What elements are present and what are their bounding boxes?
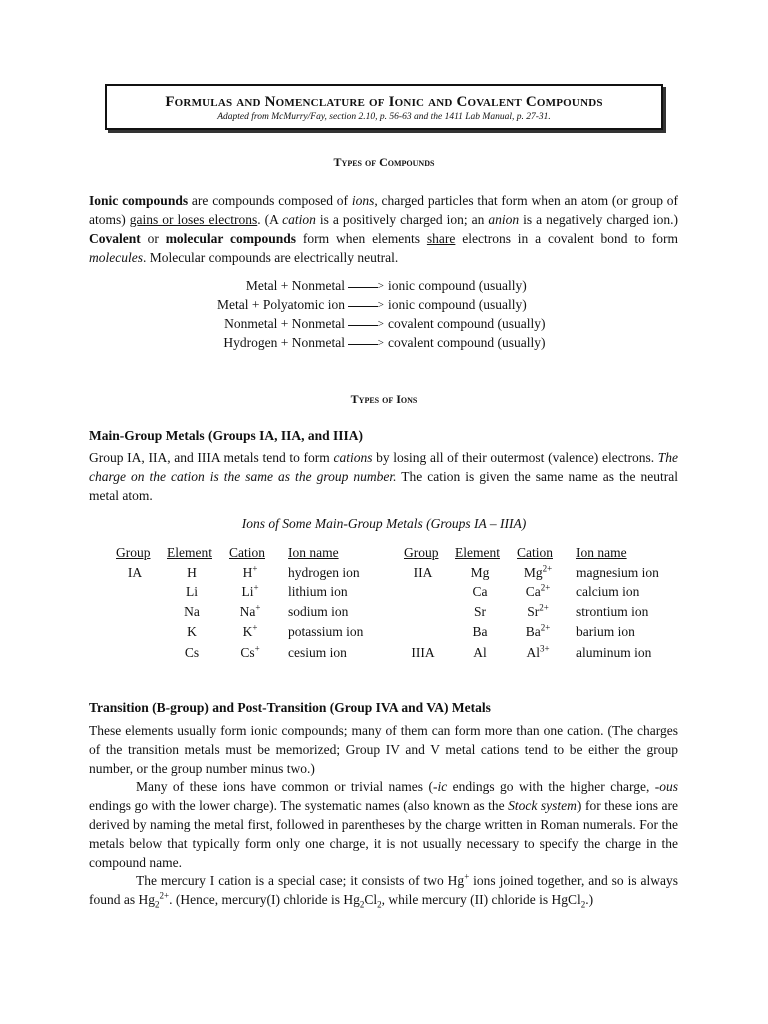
heading-types-of-compounds: Types of Compounds [333,155,435,169]
column-header-element: Element [167,545,212,560]
cation-symbol: Ca [525,584,541,599]
cation-charge: 2+ [540,622,551,633]
charge: 2+ [159,890,170,901]
cation-charge: 2+ [542,563,553,574]
subscript: 2 [155,899,160,910]
reaction-row: Nonmetal + Nonmetal > covalent compound (usually) [224,316,546,331]
cell-group: IIIA [411,645,435,660]
document-subtitle: Adapted from McMurry/Fay, section 2.10, p. 56-63 and the 1411 Lab Manual, p. 27-31. [217,112,551,122]
term-molecules: molecules [89,250,143,265]
cation-symbol: H [242,565,253,580]
term-cations: cations [333,450,373,465]
cation-charge: + [252,622,258,633]
cation-charge: 3+ [539,643,550,654]
cation-charge: + [254,643,260,654]
cell-cation [526,584,551,600]
reaction-left: Metal + Nonmetal [245,278,345,293]
column-header-cation: Cation [229,545,265,560]
subscript: 2 [377,899,382,910]
title-box [105,84,663,130]
text: The cation is given the same name as the neutral metal atom. [89,469,678,503]
cell-ion-name: barium ion [576,624,635,639]
text: by losing all of their outermost (valence) electrons. [372,450,658,465]
reaction-left: Hydrogen + Nonmetal [223,335,345,350]
cation-symbol: Cs [240,645,255,660]
table-caption: Ions of Some Main-Group Metals (Groups IA – IIIA) [241,516,527,531]
cell-element: Al [473,645,487,660]
reaction-right: ionic compound (usually) [388,278,527,293]
cell-cation [241,584,258,600]
cation-symbol: Al [526,645,540,660]
term-ions: ions [351,193,375,208]
cell-element: Ba [472,624,488,639]
text: . (Hence, mercury(I) chloride is Hg [169,892,360,907]
cell-element: H [187,565,197,580]
cell-cation [524,565,552,581]
term-stock-system: Stock system [508,798,577,813]
cell-cation [240,645,259,661]
term-covalent: Covalent [89,231,141,246]
term-molecular-compounds: molecular compounds [165,231,297,246]
document-title: Formulas and Nomenclature of Ionic and Covalent Compounds [165,94,603,110]
term-anion: anion [488,212,520,227]
column-header-group: Group [116,545,151,560]
term-ic: -ic [432,779,448,794]
cell-element: Mg [470,565,490,580]
cation-charge: 2+ [539,602,549,613]
cell-group: IIA [413,565,433,580]
reaction-right: covalent compound (usually) [388,316,546,331]
paragraph-ionic-covalent [89,191,678,267]
column-header-cation: Cation [517,545,553,560]
cell-cation [526,624,551,640]
text: The mercury I cation is a special case; it consists of two Hg [136,873,465,888]
cell-element: Na [184,604,200,619]
charge: + [464,871,470,882]
text: endings go with the lower charge). The systematic names (also known as the [89,798,509,813]
text: is a negatively charged ion.) [519,212,679,227]
reaction-right: covalent compound (usually) [388,335,546,350]
term-charge-rule: The charge on the cation is the same as the group number. [89,450,678,484]
cation-charge: + [253,582,259,593]
reaction-left: Nonmetal + Nonmetal [224,316,345,331]
reaction-row: Metal + Polyatomic ion > ionic compound (usually) [217,297,527,312]
cation-symbol: Sr [527,604,540,619]
text: Many of these ions have common or trivial names ( [136,779,433,794]
cell-cation [526,645,549,661]
text: . (A [257,212,283,227]
column-header-ion-name: Ion name [576,545,627,560]
text: ) for these ions are derived by naming the metal first, followed in parentheses by the charge written in Roman numerals. For the metals below that typically form only one charge, it is not usually necessary to specify the charge in the compound name. [89,798,678,870]
cell-element: Sr [473,604,487,619]
subscript: 2 [359,899,365,910]
subscript: 2 [580,899,586,910]
cell-element: K [187,624,197,639]
text: Group IA, IIA, and IIIA metals tend to form [89,450,334,465]
heading-types-of-ions: Types of Ions [350,392,418,406]
text: , while mercury (II) chloride is HgCl [381,892,581,907]
text: Cl [364,892,378,907]
text: .) [585,892,594,907]
cation-symbol: Mg [523,565,543,580]
cell-ion-name: magnesium ion [576,565,659,580]
cell-cation [240,604,261,620]
cell-ion-name: aluminum ion [576,645,652,660]
paragraph-transition-1: These elements usually form ionic compounds; many of them can form more than one cation. (The charges of the transition metals must be memorized; Group IV and V metal cations tend to be either the group number, or the group number minus two.) [89,723,678,776]
text: ions joined together, and so is always found as Hg [89,873,678,907]
cell-cation [243,624,258,640]
cation-symbol: Ba [525,624,541,639]
heading-main-group-metals: Main-Group Metals (Groups IA, IIA, and IIIA) [89,428,364,443]
term-cation: cation [282,212,316,227]
cell-ion-name: hydrogen ion [288,565,360,580]
cation-symbol: Na [239,604,256,619]
text: , charged particles that form when an atom (or group of atoms) [89,193,678,227]
cell-ion-name: strontium ion [576,604,649,619]
text: form when elements [296,231,427,246]
cation-symbol: K [242,624,253,639]
cation-charge: + [255,602,261,613]
cell-ion-name: lithium ion [288,584,348,599]
column-header-element: Element [455,545,500,560]
cell-element: Ca [472,584,488,599]
cation-charge: + [252,563,258,574]
text: endings go with the higher charge, [447,779,655,794]
term-share: share [426,231,456,246]
reaction-row: Hydrogen + Nonmetal > covalent compound (usually) [223,335,546,350]
paragraph-main-group [89,448,678,505]
heading-transition-metals: Transition (B-group) and Post-Transition (Group IVA and VA) Metals [89,700,491,715]
cation-charge: 2+ [540,582,551,593]
cell-ion-name: sodium ion [288,604,349,619]
text: is a positively charged ion; an [315,212,489,227]
reaction-right: ionic compound (usually) [388,297,527,312]
text: or [140,231,166,246]
cell-cation [527,604,549,620]
term-ous: -ous [654,779,678,794]
cation-symbol: Li [241,584,254,599]
cell-group: IA [127,565,143,580]
paragraph-transition-2 [89,777,678,872]
text: are compounds composed of [188,193,352,208]
text: electrons in a covalent bond to form [455,231,678,246]
column-header-ion-name: Ion name [288,545,339,560]
cell-element: Cs [184,645,200,660]
paragraph-mercury [89,871,678,909]
cell-ion-name: cesium ion [288,645,347,660]
term-gains-loses: gains or loses electrons [129,212,258,227]
reaction-left: Metal + Polyatomic ion [217,297,345,312]
term-ionic-compounds: Ionic compounds [89,193,189,208]
column-header-group: Group [404,545,439,560]
text: . Molecular compounds are electrically neutral. [142,250,399,265]
cell-ion-name: calcium ion [576,584,640,599]
cell-element: Li [186,584,198,599]
cell-cation [243,565,258,581]
cell-ion-name: potassium ion [288,624,364,639]
reaction-row: Metal + Nonmetal > ionic compound (usually) [245,278,527,293]
